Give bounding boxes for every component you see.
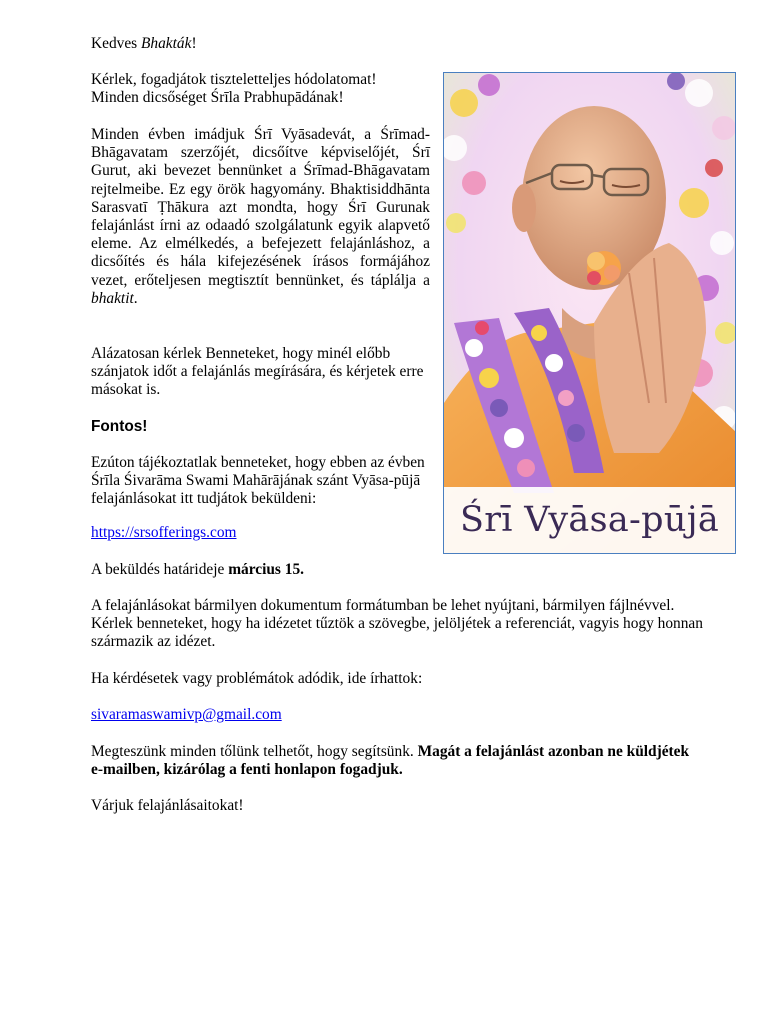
paragraph-format: A felajánlásokat bármilyen dokumentum formátumban be lehet nyújtani, bármilyen fájlnévvel. Kérlek benneteket, hogy ha idézetet tűztök a szövegbe, jelöljétek a referenciát, vagyis hogy honnan származik az idézet. <box>91 597 703 651</box>
important-heading: Fontos! <box>91 418 148 435</box>
email-link[interactable]: sivaramaswamivp@gmail.com <box>91 706 282 723</box>
deadline <box>91 561 703 579</box>
paragraph-request: Alázatosan kérlek Benneteket, hogy minél előbb szánjatok időt a felajánlás megírására, és kérjetek erre másokat is. <box>91 345 424 399</box>
paragraph-note-bold: Magát a felajánlást azonban ne küldjétek e-mailben, kizárólag a fenti honlapon fogadjuk. <box>91 743 690 779</box>
greeting <box>91 35 703 53</box>
bhakti-word: bhaktit <box>91 289 134 307</box>
link-paragraph <box>91 524 430 542</box>
deadline-date: március 15. <box>228 561 304 578</box>
email-paragraph <box>91 706 703 724</box>
paragraph-contact: Ha kérdésetek vagy problémátok adódik, ide írhattok: <box>91 670 423 687</box>
vyasa-puja-photo <box>443 72 736 554</box>
photo-caption: Śrī Vyāsa-pūjā <box>459 499 720 540</box>
intro-line-1: Kérlek, fogadjátok tiszteletteljes hódolatomat! <box>91 71 377 88</box>
paragraph-note <box>91 743 703 779</box>
greeting-prefix: Kedves <box>91 35 142 52</box>
deadline-prefix: A beküldés határideje <box>91 561 229 578</box>
paragraph-info: Ezúton tájékoztatlak benneteket, hogy ebben az évben Śrīla Śivarāma Swami Mahārājának szánt Vyāsa-pūjā felajánlásokat itt tudjátok beküldeni: <box>91 454 425 508</box>
paragraph-note-text: Megteszünk minden tőlünk telhetőt, hogy segítsünk. <box>91 743 418 760</box>
closing-line: Várjuk felajánlásaitokat! <box>91 797 244 814</box>
intro-line-2: Minden dicsőséget Śrīla Prabhupādának! <box>91 89 344 107</box>
caption-band <box>444 487 735 553</box>
greeting-suffix: ! <box>191 35 197 52</box>
paragraph-tradition-end: . <box>133 289 138 307</box>
greeting-name: Bhakták <box>141 35 192 52</box>
devotee-illustration <box>444 73 736 554</box>
website-link[interactable]: https://srsofferings.com <box>91 524 237 541</box>
paragraph-tradition <box>91 126 430 308</box>
paragraph-tradition-text: Minden évben imádjuk Śrī Vyāsadevát, a Śrīmad-Bhāgavatam szerzőjét, dicsőítve képviselőjét, Śrī Gurut, aki bevezet bennünket a Śrīmad-Bhāgavatam rejtelmeibe. Ez egy örök hagyomány. Bhaktisiddhānta Sarasvatī Ṭhākura azt mondta, hogy Śrī Gurunak felajánlást írni az odaadó szolgálatunk egyik alapvető eleme. Az elmélkedés, a befejezett felajánláshoz, a dicsőítés és hála kifejezésének írásos formájához vezet, erőteljesen megtisztít bennünket, és táplálja a <box>91 126 430 289</box>
intro <box>91 71 430 107</box>
